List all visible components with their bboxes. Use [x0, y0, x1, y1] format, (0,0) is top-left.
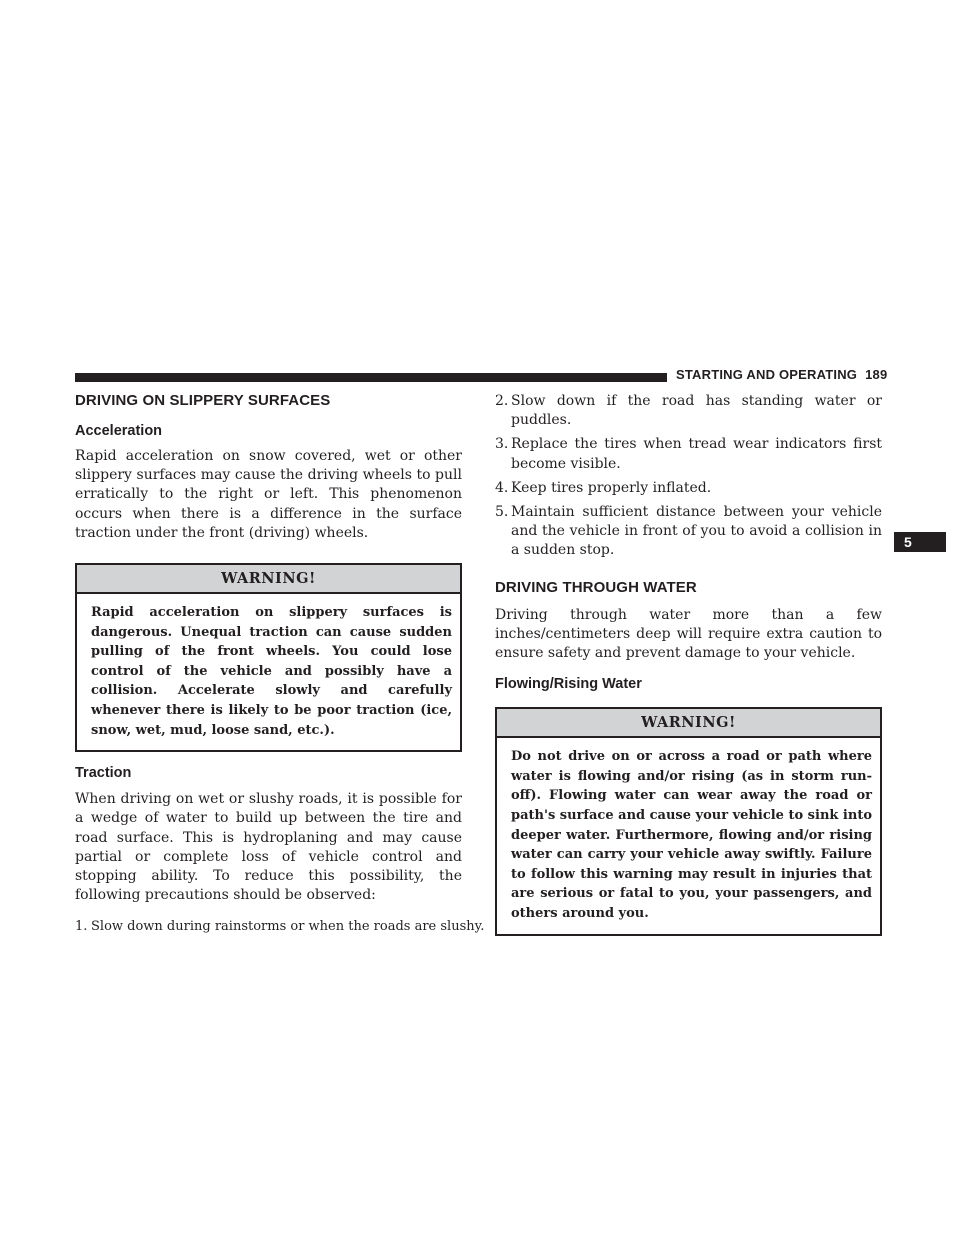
running-header [676, 367, 886, 382]
warning-text: Rapid acceleration on slippery surfaces is dangerous. Unequal traction can cause sudden pulling of the front wheels. You could lose control of the vehicle and possibly have a collision. Accelerate slowly and carefully whenever there is likely to be poor traction (ice, snow, wet, mud, loose sand, etc.). [91, 605, 452, 738]
page-number: 189 [865, 367, 888, 382]
warning-text: Do not drive on or across a road or path where water is flowing and/or rising (as in storm run-off). Flowing water can wear away the road or path's surface and cause your vehicle to sink into deeper water. Furthermore, flowing and/or rising water can carry your vehicle away swiftly. Failure to follow this warning may result in injuries that are serious or fatal to you, your passengers, and others around you. [511, 749, 872, 921]
list-number: 1. [75, 919, 88, 935]
warning-title: WARNING! [497, 709, 880, 738]
warning-box [495, 707, 882, 935]
left-column [75, 392, 485, 937]
chapter-tab: 5 [894, 532, 946, 552]
section-heading: DRIVING ON SLIPPERY SURFACES [75, 392, 331, 409]
header-rule [75, 373, 667, 382]
list-text: Keep tires properly inflated. [511, 479, 712, 496]
section-title: STARTING AND OPERATING [676, 367, 858, 382]
subsection-heading-acceleration: Acceleration [75, 423, 163, 439]
list-item [495, 392, 882, 430]
list-text: Replace the tires when tread wear indicators first become visible. [511, 436, 882, 472]
list-text: Slow down during rainstorms or when the roads are slushy. [91, 919, 485, 935]
subsection-heading-flowing-water: Flowing/Rising Water [495, 676, 642, 693]
list-number: 3. [495, 436, 509, 453]
section-heading: DRIVING THROUGH WATER [495, 578, 697, 596]
right-column [495, 392, 882, 936]
list-item [495, 503, 882, 561]
list-item [495, 435, 882, 473]
traction-paragraph: When driving on wet or slushy roads, it is possible for a wedge of water to build up between the tire and road surface. This is hydroplaning and may cause partial or complete loss of vehicle control and stopping ability. To reduce this possibility, the following precautions should be observed: [75, 791, 462, 904]
list-item [495, 479, 882, 498]
acceleration-paragraph: Rapid acceleration on snow covered, wet or other slippery surfaces may cause the driving wheels to pull erratically to the right or left. This phenomenon occurs when there is a difference in the surface traction under the front (driving) wheels. [75, 448, 462, 541]
list-number: 5. [495, 504, 509, 521]
list-text: Maintain sufficient distance between your vehicle and the vehicle in front of you to avoid a collision in a sudden stop. [511, 504, 882, 559]
list-number: 4. [495, 479, 509, 496]
list-number: 2. [495, 393, 509, 409]
water-intro-paragraph: Driving through water more than a few inches/centimeters deep will require extra caution to ensure safety and prevent damage to your vehicle. [495, 606, 882, 662]
list-text: Slow down if the road has standing water or puddles. [511, 393, 882, 429]
warning-box [75, 563, 462, 752]
warning-title: WARNING! [77, 565, 460, 594]
list-item [75, 917, 485, 936]
subsection-heading-traction: Traction [75, 765, 132, 782]
